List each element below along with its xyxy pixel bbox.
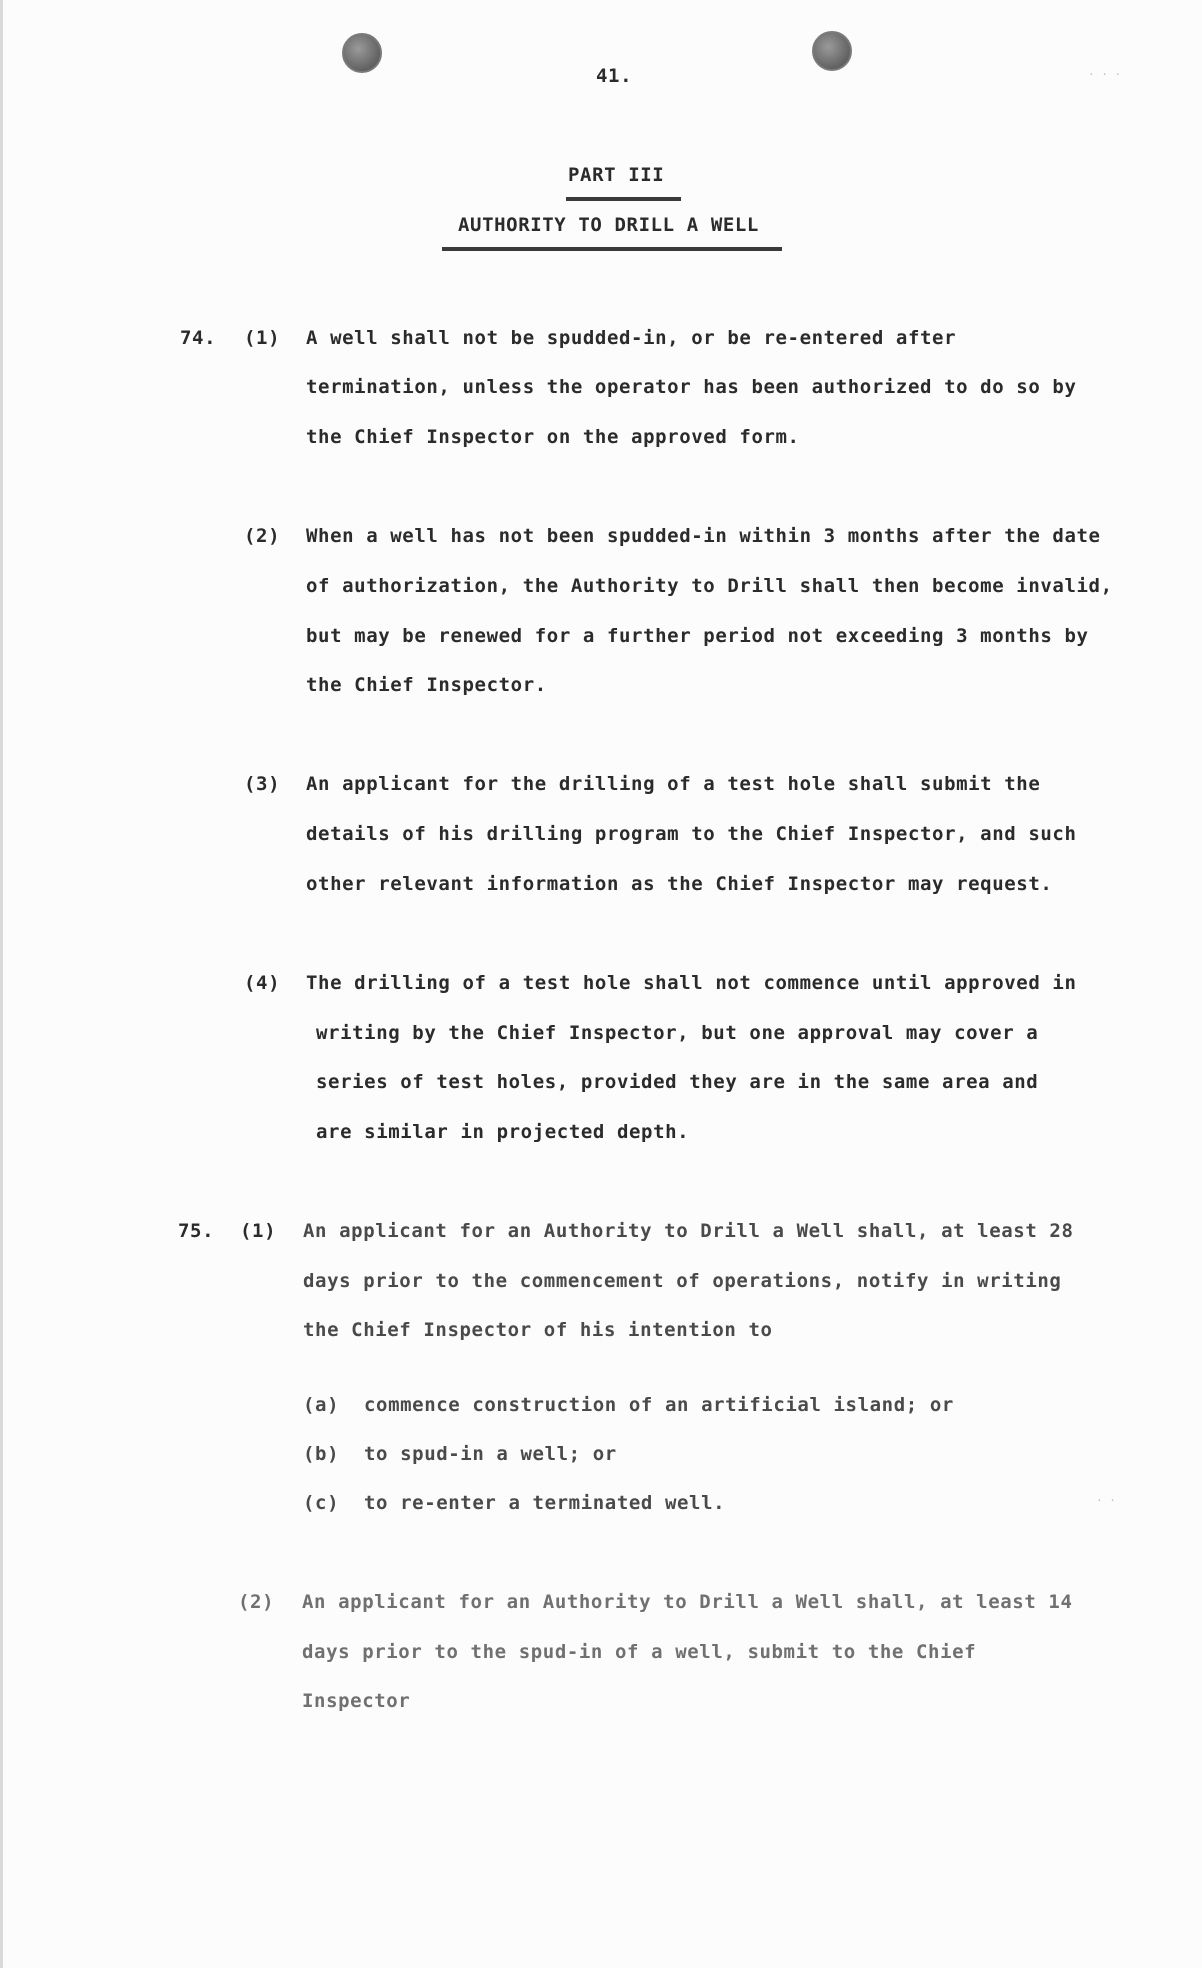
part-title: PART III (568, 164, 665, 186)
paragraph-line: Inspector (302, 1690, 411, 1712)
paragraph-line: the Chief Inspector of his intention to (303, 1319, 773, 1341)
page-number: 41. (596, 65, 633, 87)
scan-speck: · · (1096, 1494, 1116, 1507)
page-edge (0, 0, 3, 1968)
paragraph-label: (4) (244, 972, 281, 994)
scan-speck: · · · (1088, 68, 1122, 81)
section-number-74: 74. (180, 327, 217, 349)
punch-hole-right (812, 31, 852, 71)
punch-hole-left (342, 33, 382, 73)
list-item-label: (c) (303, 1492, 340, 1514)
paragraph-line: details of his drilling program to the Chief Inspector, and such (306, 823, 1077, 845)
paragraph-label: (2) (244, 525, 281, 547)
paragraph-line: are similar in projected depth. (316, 1121, 690, 1143)
list-item-text: to re-enter a terminated well. (364, 1492, 726, 1514)
paragraph-line: other relevant information as the Chief Inspector may request. (306, 873, 1053, 895)
paragraph-label: (1) (240, 1220, 277, 1242)
paragraph-label: (3) (244, 773, 281, 795)
list-item-text: to spud-in a well; or (364, 1443, 617, 1465)
list-item-label: (b) (303, 1443, 340, 1465)
section-number-75: 75. (178, 1220, 215, 1242)
paragraph-line: An applicant for an Authority to Drill a Well shall, at least 28 (303, 1220, 1074, 1242)
paragraph-line: writing by the Chief Inspector, but one approval may cover a (316, 1022, 1039, 1044)
part-title-underline (566, 197, 681, 201)
list-item-text: commence construction of an artificial island; or (364, 1394, 954, 1416)
paragraph-line: days prior to the spud-in of a well, submit to the Chief (302, 1641, 977, 1663)
paragraph-line: days prior to the commencement of operations, notify in writing (303, 1270, 1062, 1292)
paragraph-line: termination, unless the operator has been authorized to do so by (306, 376, 1077, 398)
list-item-label: (a) (303, 1394, 340, 1416)
paragraph-line: of authorization, the Authority to Drill shall then become invalid, (306, 575, 1113, 597)
paragraph-line: An applicant for an Authority to Drill a Well shall, at least 14 (302, 1591, 1073, 1613)
paragraph-line: The drilling of a test hole shall not commence until approved in (306, 972, 1077, 994)
paragraph-label: (2) (238, 1591, 275, 1613)
paragraph-line: An applicant for the drilling of a test hole shall submit the (306, 773, 1041, 795)
paragraph-line: When a well has not been spudded-in within 3 months after the date (306, 525, 1101, 547)
section-title-underline (442, 247, 782, 251)
paragraph-line: the Chief Inspector. (306, 674, 547, 696)
paragraph-line: series of test holes, provided they are in the same area and (316, 1071, 1039, 1093)
section-title: AUTHORITY TO DRILL A WELL (458, 214, 759, 236)
paragraph-line: the Chief Inspector on the approved form. (306, 426, 800, 448)
paragraph-line: but may be renewed for a further period not exceeding 3 months by (306, 625, 1089, 647)
paragraph-line: A well shall not be spudded-in, or be re-entered after (306, 327, 957, 349)
paragraph-label: (1) (244, 327, 281, 349)
